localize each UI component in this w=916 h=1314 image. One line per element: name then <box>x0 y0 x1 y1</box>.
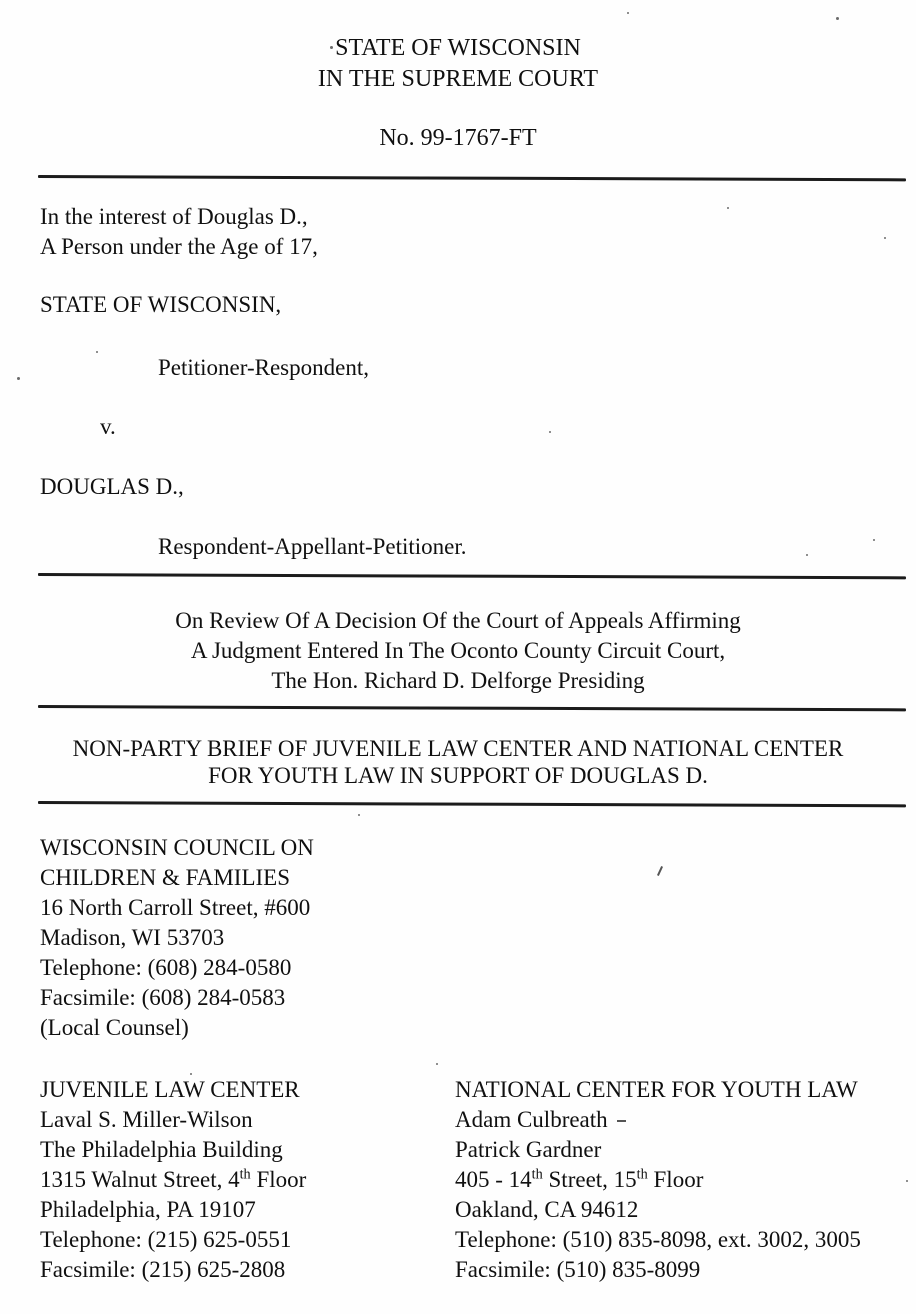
review-line3: The Hon. Richard D. Delforge Presiding <box>271 668 645 693</box>
brief-title <box>0 735 916 789</box>
counsel-columns <box>40 1075 916 1285</box>
national-center-block <box>455 1075 916 1285</box>
juvenile-law-center-line: Telephone: (215) 625-0551 <box>40 1227 292 1252</box>
local-counsel-line: WISCONSIN COUNCIL ON <box>40 835 314 860</box>
juvenile-law-center-line: 1315 Walnut Street, 4th Floor <box>40 1166 307 1192</box>
caption-interest-line2: A Person under the Age of 17, <box>40 234 318 259</box>
brief-title-line2: FOR YOUTH LAW IN SUPPORT OF DOUGLAS D. <box>208 763 708 788</box>
petitioner-role: Petitioner-Respondent, <box>158 355 369 380</box>
local-counsel-line: Facsimile: (608) 284-0583 <box>40 985 286 1010</box>
national-center-line: Adam Culbreath <box>455 1107 608 1132</box>
respondent-name: DOUGLAS D., <box>40 474 184 499</box>
divider <box>38 175 906 181</box>
juvenile-law-center-line: Facsimile: (215) 625-2808 <box>40 1257 286 1282</box>
versus-label: v. <box>100 414 116 439</box>
scan-speck <box>17 377 20 380</box>
review-line1: On Review Of A Decision Of the Court of Appeals Affirming <box>175 608 741 633</box>
national-center-line: 405 - 14th Street, 15th Floor <box>455 1166 704 1192</box>
review-line2: A Judgment Entered In The Oconto County Circuit Court, <box>190 638 726 663</box>
national-center-line: Telephone: (510) 835-8098, ext. 3002, 3005 <box>455 1227 861 1252</box>
scan-speck <box>836 17 839 20</box>
local-counsel-line: 16 North Carroll Street, #600 <box>40 895 311 920</box>
scan-speck <box>436 1063 438 1065</box>
court-header <box>0 0 916 95</box>
scan-speck <box>806 554 808 556</box>
local-counsel-line: Madison, WI 53703 <box>40 925 225 950</box>
juvenile-law-center-line: JUVENILE LAW CENTER <box>40 1077 300 1102</box>
scan-speck <box>190 1073 192 1075</box>
scan-speck <box>330 46 333 49</box>
caption-interest-line1: In the interest of Douglas D., <box>40 204 308 229</box>
scan-speck <box>549 431 551 433</box>
respondent-role: Respondent-Appellant-Petitioner. <box>158 534 467 559</box>
scan-speck <box>884 237 886 239</box>
local-counsel-line: Telephone: (608) 284-0580 <box>40 955 292 980</box>
review-statement <box>0 606 916 696</box>
scan-speck <box>727 207 729 209</box>
pen-mark <box>617 1120 626 1122</box>
court-state-line: STATE OF WISCONSIN <box>335 35 581 61</box>
scan-speck <box>906 1180 908 1182</box>
juvenile-law-center-line: Philadelphia, PA 19107 <box>40 1197 256 1222</box>
scan-speck <box>627 12 629 14</box>
juvenile-law-center-block <box>40 1075 455 1285</box>
case-number: No. 99-1767-FT <box>379 125 537 151</box>
scan-speck <box>96 351 98 353</box>
local-counsel-line: (Local Counsel) <box>40 1015 189 1040</box>
local-counsel-block <box>40 833 916 1043</box>
national-center-line: NATIONAL CENTER FOR YOUTH LAW <box>455 1077 858 1102</box>
court-name-line: IN THE SUPREME COURT <box>317 66 599 92</box>
local-counsel-line: CHILDREN & FAMILIES <box>40 865 291 890</box>
national-center-line: Patrick Gardner <box>455 1137 602 1162</box>
scan-speck <box>873 539 875 541</box>
petitioner-name: STATE OF WISCONSIN, <box>40 292 282 317</box>
divider <box>38 801 906 807</box>
divider <box>38 705 906 711</box>
scan-speck <box>358 814 360 816</box>
divider <box>38 573 906 579</box>
juvenile-law-center-line: The Philadelphia Building <box>40 1137 283 1162</box>
national-center-line: Facsimile: (510) 835-8099 <box>455 1257 701 1282</box>
case-caption <box>40 202 916 562</box>
brief-title-line1: NON-PARTY BRIEF OF JUVENILE LAW CENTER AND NATIONAL CENTER <box>72 736 844 761</box>
juvenile-law-center-line: Laval S. Miller-Wilson <box>40 1107 253 1132</box>
national-center-line: Oakland, CA 94612 <box>455 1197 639 1222</box>
